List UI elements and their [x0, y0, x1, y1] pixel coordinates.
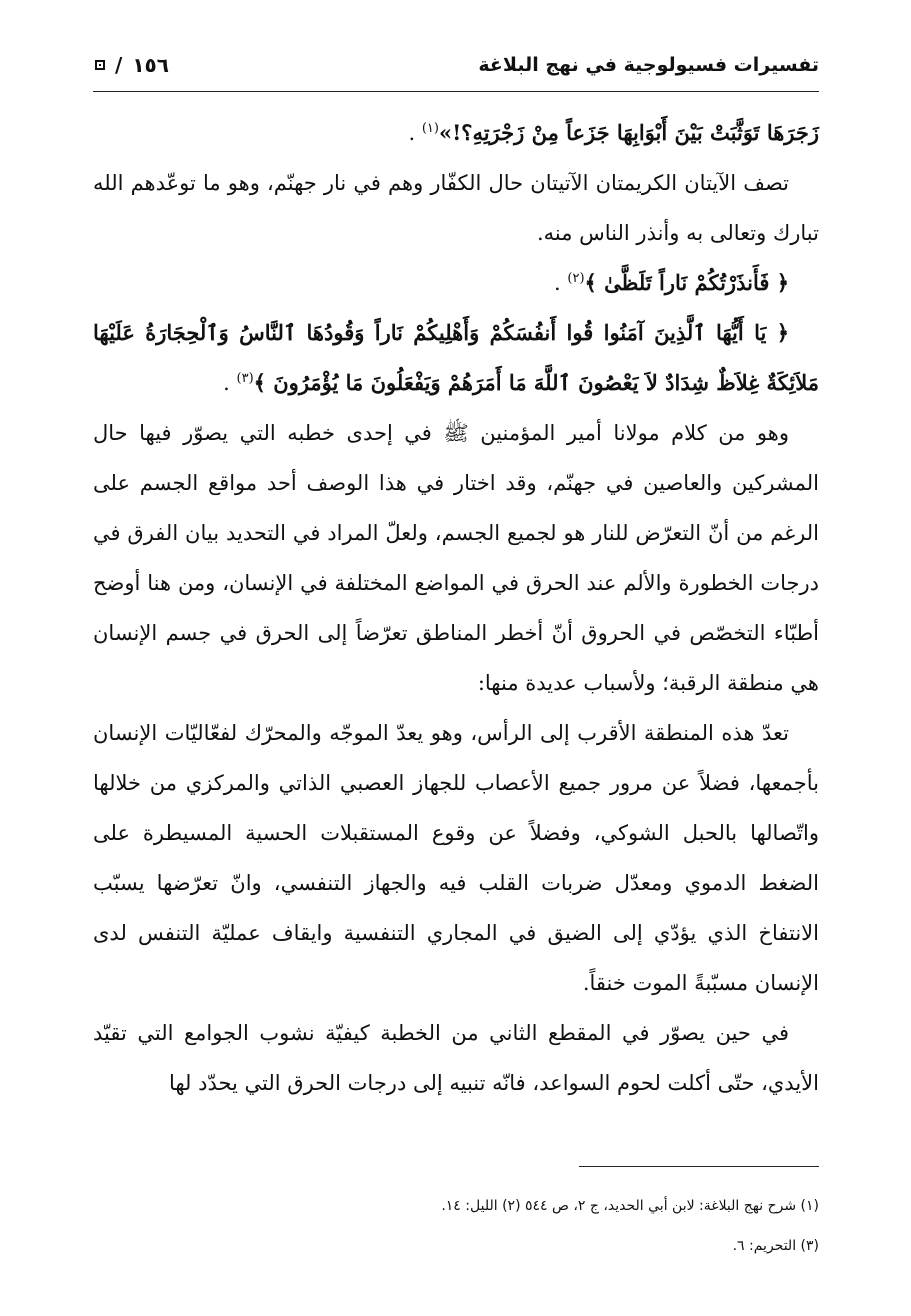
page-header — [95, 48, 819, 82]
page-number-separator: / — [115, 53, 123, 77]
quote-continuation: زَجَرَهَا تَوَثَّبَتْ بَيْنَ أَبْوَابِهَا جَزَعاً مِنْ زَجْرَتِهِ؟!»$^{(١)}$ . — [408, 120, 819, 145]
page-number: ١٥٦ — [132, 53, 169, 77]
footnote-line-2: (٣) التحريم: ٦. — [732, 1238, 819, 1254]
verse-2: ﴿ يَا أَيُّهَا ٱلَّذِينَ آمَنُوا قُوا أَنفُسَكُمْ وَأَهْلِيكُمْ نَاراً وَقُودُهَا ٱلنَّاسُ وَٱلْحِجَارَةُ عَلَيْهَا مَلاَئِكَةٌ غِلاَظٌ شِدَادٌ لاَ يَعْصُونَ ٱللَّهَ مَا أَمَرَهُمْ وَيَفْعَلُونَ مَا يُؤْمَرُونَ ﴾$^{(٣)}$ . — [93, 320, 819, 395]
paragraph-4: في حين يصوّر في المقطع الثاني من الخطبة كيفيّة نشوب الجوامع التي تقيّد الأيدي، حتّى أكلت لحوم السواعد، فانّه تنبيه إلى درجات الحرق التي يحدّد لها — [93, 1021, 819, 1095]
paragraph-3: تعدّ هذه المنطقة الأقرب إلى الرأس، وهو يعدّ الموجّه والمحرّك لفعّاليّات الإنسان بأجمعها، فضلاً عن مرور جميع الأعصاب للجهاز العصبي الذاتي والمركزي من خلالها واتّصالها بالحبل الشوكي، وفضلاً عن وقوع المستقبلات الحسية المسيطرة على الضغط الدموي ومعدّل ضربات القلب فيه والجهاز التنفسي، وانّ تعرّضها يسبّب الانتفاخ الذي يؤدّي إلى الضيق في المجاري التنفسية وايقاف عمليّة التنفس لدى الإنسان مسبّبةً الموت خنقاً. — [93, 721, 819, 995]
paragraph-2: وهو من كلام مولانا أمير المؤمنين ﷺ في إحدى خطبه التي يصوّر فيها حال المشركين والعاصين في جهنّم، وقد اختار في هذا الوصف أحد مواقع الجسم على الرغم من أنّ التعرّض للنار هو لجميع الجسم، ولعلّ المراد في التحديد بيان الفرق في درجات الخطورة والألم عند الحرق في المواضع المختلفة في الإنسان، ومن هنا أوضح أطبّاء التخصّص في الحروق أنّ أخطر المناطق تعرّضاً إلى الحرق في جسم الإنسان هي منطقة الرقبة؛ ولأسباب عديدة منها: — [93, 421, 819, 695]
footnote-divider — [579, 1166, 819, 1167]
paragraph-1: تصف الآيتان الكريمتان الآتيتان حال الكفّار وهم في نار جهنّم، وهو ما توعّدهم الله تبارك وتعالى به وأنذر الناس منه. — [93, 171, 819, 245]
footnote-ref-1: (١) — [421, 121, 439, 136]
header-divider — [93, 91, 819, 92]
verse-1: ﴿ فَأَنذَرْتُكُمْ نَاراً تَلَظَّىٰ ﴾$^{(٢)}$ . — [554, 270, 789, 295]
footnotes — [93, 1186, 819, 1266]
square-ornament-icon — [95, 60, 105, 70]
footnote-ref-3: (٣) — [236, 371, 254, 386]
footnote-line-1: (١) شرح نهج البلاغة: لابن أبي الحديد، ج ٢، ص ٥٤٤ (٢) الليل: ١٤. — [441, 1198, 819, 1214]
main-text — [93, 108, 819, 1108]
page-number-group — [95, 53, 169, 77]
footnote-ref-2: (٢) — [567, 271, 585, 286]
running-title: تفسيرات فسيولوجية في نهج البلاغة — [478, 54, 819, 76]
